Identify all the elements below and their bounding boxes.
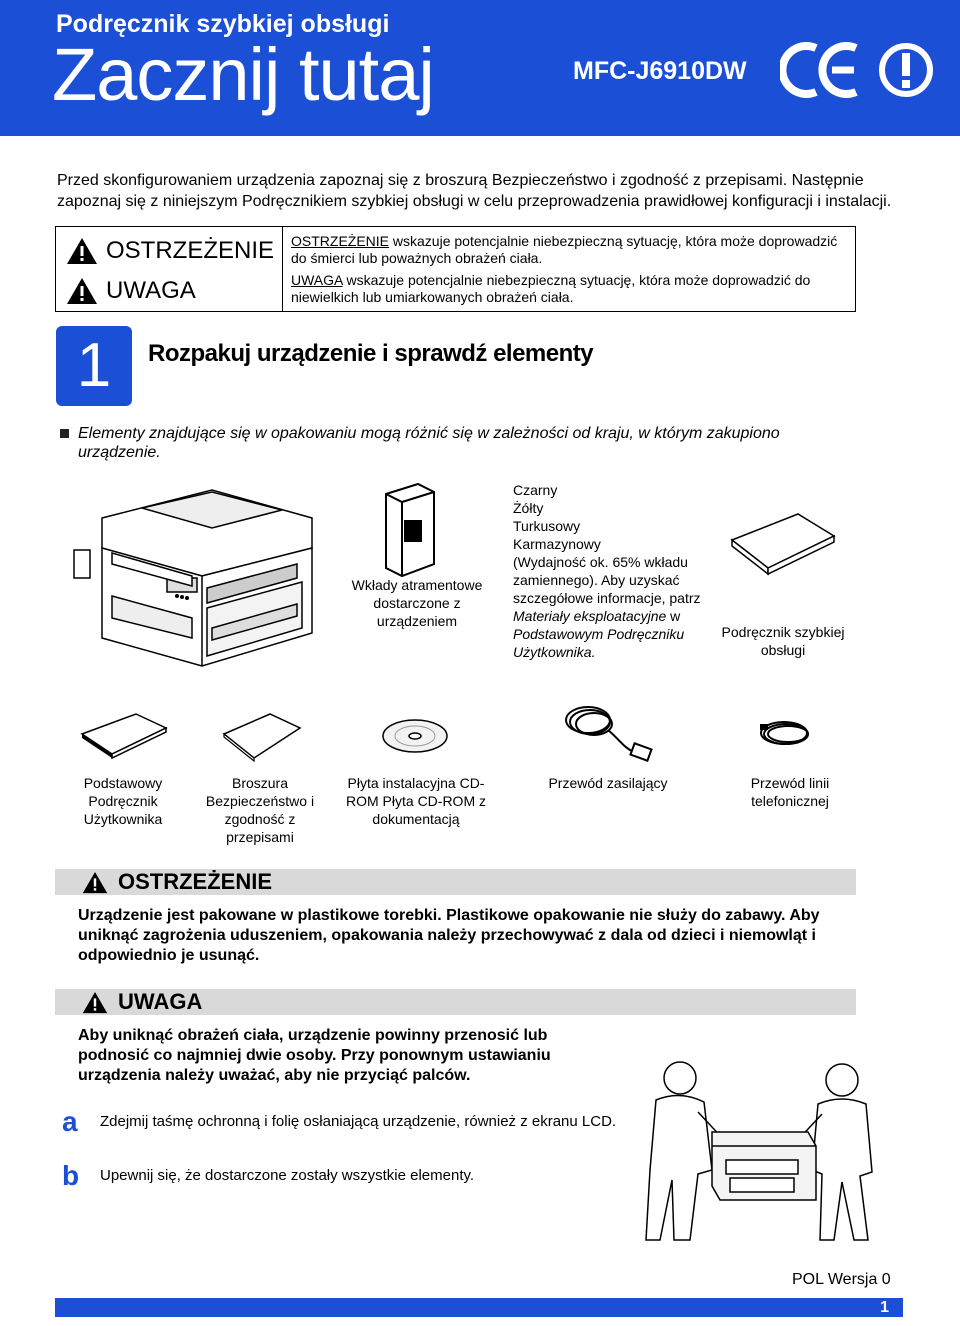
substep-letter: a (62, 1106, 78, 1137)
printer-illustration (62, 478, 332, 678)
caution-section-header (55, 989, 856, 1015)
ink-color: Żółty (513, 500, 544, 516)
header-banner (0, 0, 960, 136)
warning-word: OSTRZEŻENIE (291, 233, 390, 249)
caution-section-body: Aby uniknąć obrażeń ciała, urządzenie powinny przenosić lub podnosić co najmniej dwie osoby. Przy ponownym ustawianiu urządzenia należy uważać, aby nie przyciąć palców. (78, 1027, 551, 1084)
caution-section-title: UWAGA (118, 989, 203, 1014)
caution-desc: wskazuje potencjalnie niebezpieczną sytuację, która może doprowadzić do niewielkich lub umiarkowanych obrażeń ciała. (291, 272, 811, 305)
warning-triangle-icon (82, 871, 108, 894)
ink-yield-mid: w (666, 608, 681, 624)
substep-text: Upewnij się, że dostarczone zostały wszystkie elementy. (100, 1167, 475, 1184)
substep-letter: b (62, 1160, 80, 1191)
ink-color: Turkusowy (513, 518, 581, 534)
legend-caution-desc (291, 272, 847, 306)
contents-note (60, 424, 840, 462)
basic-guide-illustration (80, 712, 170, 762)
model-name: MFC-J6910DW (573, 57, 747, 85)
basic-guide-label: Podstawowy Podręcznik Użytkownika (83, 775, 163, 827)
warning-triangle-icon (66, 237, 98, 265)
ink-details (513, 481, 713, 661)
caution-word: UWAGA (291, 272, 343, 288)
ink-color: Karmazynowy (513, 536, 601, 552)
ink-color: Czarny (513, 482, 558, 498)
warning-section-body: Urządzenie jest pakowane w plastikowe torebki. Plastikowe opakowanie nie służy do zabawy. Aby uniknąć zagrożenia uduszeniem, opakowania należy przechowywać z dala od dzieci i niemowląt i odpowiednio je usunąć. (78, 907, 820, 964)
step-number-badge: 1 (56, 326, 132, 406)
warning-section-title: OSTRZEŻENIE (118, 869, 273, 894)
ink-cartridges-label: Wkłady atramentowe dostarczone z urządzeniem (351, 577, 483, 629)
warning-triangle-icon (82, 991, 108, 1014)
legend-labels (56, 227, 283, 311)
note-text: Elementy znajdujące się w opakowaniu mogą różnić się w zależności od kraju, w którym zakupiono urządzenie. (78, 425, 780, 461)
power-cord-label: Przewód zasilający (548, 775, 668, 791)
ink-yield-pre: (Wydajność ok. 65% wkładu zamiennego). Aby uzyskać szczegółowe informacje, patrz (513, 554, 701, 606)
ink-yield-guide: Podstawowym Podręczniku Użytkownika. (513, 626, 685, 660)
ink-yield-text (513, 553, 713, 661)
hazard-legend (55, 226, 856, 312)
power-cord-icon (560, 700, 660, 766)
legend-warning-desc (291, 233, 847, 267)
cdrom-icon (380, 716, 450, 756)
legend-caution-row (66, 277, 196, 305)
warning-desc: wskazuje potencjalnie niebezpieczną sytuację, która może doprowadzić do śmierci lub poważnych obrażeń ciała. (291, 233, 838, 266)
safety-booklet-illustration (222, 712, 302, 766)
bullet-square-icon (60, 429, 69, 438)
ink-yield-ref: Materiały eksploatacyjne (513, 608, 667, 624)
page-number-bar: 1 (55, 1298, 903, 1317)
alert-circle-icon (878, 42, 934, 98)
ce-mark-icon (780, 40, 862, 100)
legend-warning-label: OSTRZEŻENIE (106, 237, 275, 264)
quick-guide-illustration (728, 510, 838, 585)
quick-guide-label: Podręcznik szybkiej obsługi (721, 624, 845, 658)
intro-text: Przed skonfigurowaniem urządzenia zapoznaj się z broszurą Bezpieczeństwo i zgodność z przepisami. Następnie zapoznaj się z niniejszym Podręcznikiem szybkiej obsługi w celu przeprowadzenia prawidłowej konfiguracji i instalacji. (57, 172, 892, 210)
warning-section-header (55, 869, 856, 895)
phone-cord-icon (758, 716, 818, 752)
legend-warning-row (66, 237, 274, 265)
step-title: Rozpakuj urządzenie i sprawdź elementy (148, 340, 594, 367)
two-person-lift-illustration (628, 1050, 890, 1250)
safety-booklet-label: Broszura Bezpieczeństwo i zgodność z przepisami (205, 775, 315, 845)
warning-triangle-icon (66, 277, 98, 305)
legend-caution-label: UWAGA (106, 277, 196, 304)
ink-cartridge-illustration (378, 480, 442, 580)
legend-descriptions (283, 227, 855, 311)
phone-cord-label: Przewód linii telefonicznej (750, 775, 830, 809)
substep-text: Zdejmij taśmę ochronną i folię osłaniającą urządzenie, również z ekranu LCD. (100, 1113, 617, 1130)
cdrom-label: Płyta instalacyjna CD-ROM Płyta CD-ROM z dokumentacją (346, 775, 486, 827)
page-title: Zacznij tutaj (52, 33, 434, 116)
guide-subtitle: Podręcznik szybkiej obsługi (56, 10, 390, 38)
version-label: POL Wersja 0 (792, 1271, 891, 1288)
